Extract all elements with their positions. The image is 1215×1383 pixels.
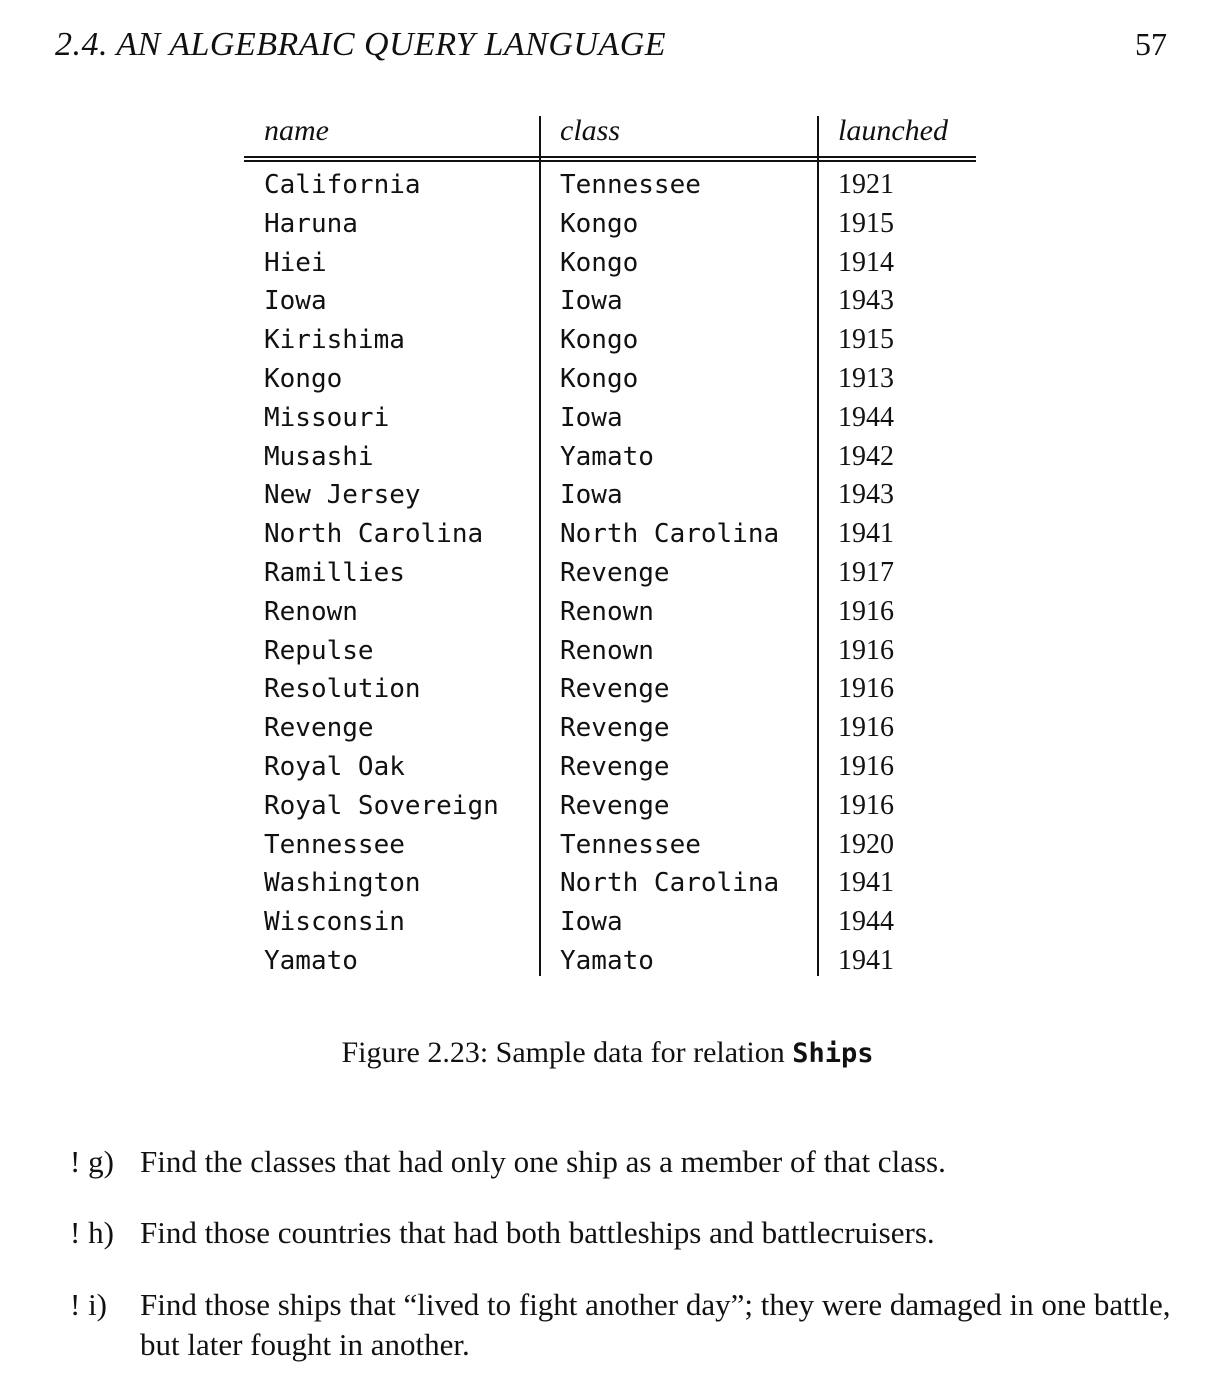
table-row	[244, 750, 976, 789]
cell-name: Hiei	[264, 247, 327, 278]
table-row	[244, 362, 976, 401]
cell-class: Yamato	[560, 945, 654, 976]
cell-name: Resolution	[264, 674, 421, 705]
table-row	[244, 478, 976, 517]
cell-class: Iowa	[560, 286, 623, 317]
cell-name: Royal Sovereign	[264, 790, 499, 821]
cell-class: Iowa	[560, 480, 623, 511]
cell-name: Ramillies	[264, 557, 405, 588]
table-row	[244, 828, 976, 867]
cell-name: Tennessee	[264, 829, 405, 860]
ships-table	[244, 112, 976, 983]
cell-name: North Carolina	[264, 519, 484, 550]
caption-text: Figure 2.23: Sample data for relation	[341, 1036, 793, 1069]
cell-name: Missouri	[264, 402, 390, 433]
cell-class: Tennessee	[560, 170, 701, 200]
cell-name: New Jersey	[264, 480, 421, 511]
cell-class: Kongo	[560, 247, 639, 278]
cell-class: North Carolina	[560, 868, 780, 899]
cell-launched: 1915	[838, 207, 894, 239]
cell-launched: 1942	[838, 440, 894, 472]
exercise-marker: ! h)	[70, 1215, 114, 1250]
cell-name: Yamato	[264, 945, 358, 976]
cell-launched: 1914	[838, 246, 894, 278]
cell-launched: 1916	[838, 712, 894, 744]
cell-class: Revenge	[560, 674, 670, 705]
table-row	[244, 401, 976, 440]
table-row	[244, 711, 976, 750]
cell-class: Revenge	[560, 790, 670, 821]
table-body	[244, 162, 976, 983]
table-row	[244, 440, 976, 479]
table-row	[244, 207, 976, 246]
cell-name: Kongo	[264, 363, 343, 394]
cell-launched: 1916	[838, 789, 894, 821]
column-header-class: class	[560, 114, 620, 147]
table-row	[244, 323, 976, 362]
cell-class: Renown	[560, 596, 654, 627]
cell-name: Haruna	[264, 208, 358, 239]
cell-name: Renown	[264, 596, 358, 627]
exercise-marker: ! i)	[70, 1287, 108, 1322]
cell-launched: 1941	[838, 518, 894, 550]
cell-name: Iowa	[264, 286, 327, 317]
cell-class: Yamato	[560, 441, 654, 472]
table-header-row	[244, 112, 976, 156]
figure-caption	[0, 1036, 1215, 1070]
cell-launched: 1943	[838, 285, 894, 317]
cell-class: North Carolina	[560, 519, 780, 550]
cell-class: Kongo	[560, 208, 639, 239]
cell-class: Iowa	[560, 402, 623, 433]
table-row	[244, 866, 976, 905]
table-row	[244, 944, 976, 983]
cell-launched: 1915	[838, 324, 894, 356]
cell-name: Repulse	[264, 635, 374, 666]
table-row	[244, 517, 976, 556]
exercise-text: Find those countries that had both battleships and battlecruisers.	[140, 1215, 935, 1250]
cell-launched: 1921	[838, 169, 894, 200]
cell-class: Tennessee	[560, 829, 701, 860]
table-row	[244, 168, 976, 207]
cell-launched: 1916	[838, 673, 894, 705]
cell-class: Kongo	[560, 363, 639, 394]
cell-name: Washington	[264, 868, 421, 899]
cell-launched: 1941	[838, 867, 894, 899]
exercise-h	[70, 1213, 1180, 1253]
cell-name: Wisconsin	[264, 907, 405, 938]
table-row	[244, 634, 976, 673]
table-row	[244, 595, 976, 634]
cell-class: Renown	[560, 635, 654, 666]
cell-launched: 1913	[838, 362, 894, 394]
cell-class: Kongo	[560, 325, 639, 356]
exercise-g	[70, 1142, 1180, 1182]
table-row	[244, 672, 976, 711]
caption-relation-name: Ships	[792, 1038, 874, 1069]
exercise-marker: ! g)	[70, 1144, 114, 1179]
table-row	[244, 556, 976, 595]
column-header-launched: launched	[838, 114, 948, 147]
cell-launched: 1920	[838, 828, 894, 860]
cell-name: Kirishima	[264, 325, 405, 356]
table-row	[244, 789, 976, 828]
cell-name: Royal Oak	[264, 751, 405, 782]
table-row	[244, 284, 976, 323]
page-number: 57	[1135, 26, 1167, 62]
table-row	[244, 905, 976, 944]
cell-launched: 1943	[838, 479, 894, 511]
cell-launched: 1917	[838, 556, 894, 588]
cell-name: California	[264, 170, 421, 200]
cell-name: Revenge	[264, 713, 374, 744]
exercise-i	[70, 1285, 1180, 1365]
cell-launched: 1916	[838, 634, 894, 666]
cell-class: Revenge	[560, 713, 670, 744]
cell-launched: 1944	[838, 906, 894, 938]
cell-launched: 1916	[838, 595, 894, 627]
cell-class: Iowa	[560, 907, 623, 938]
exercise-text: Find those ships that “lived to fight another day”; they were damaged in one battle, but later fought in another.	[140, 1287, 1171, 1362]
cell-launched: 1941	[838, 944, 894, 976]
cell-class: Revenge	[560, 557, 670, 588]
cell-launched: 1916	[838, 750, 894, 782]
cell-class: Revenge	[560, 751, 670, 782]
exercise-text: Find the classes that had only one ship as a member of that class.	[140, 1144, 946, 1179]
table-row	[244, 246, 976, 285]
column-header-name: name	[264, 114, 329, 147]
cell-launched: 1944	[838, 401, 894, 433]
running-head: 2.4. AN ALGEBRAIC QUERY LANGUAGE	[55, 26, 667, 63]
cell-name: Musashi	[264, 441, 374, 472]
